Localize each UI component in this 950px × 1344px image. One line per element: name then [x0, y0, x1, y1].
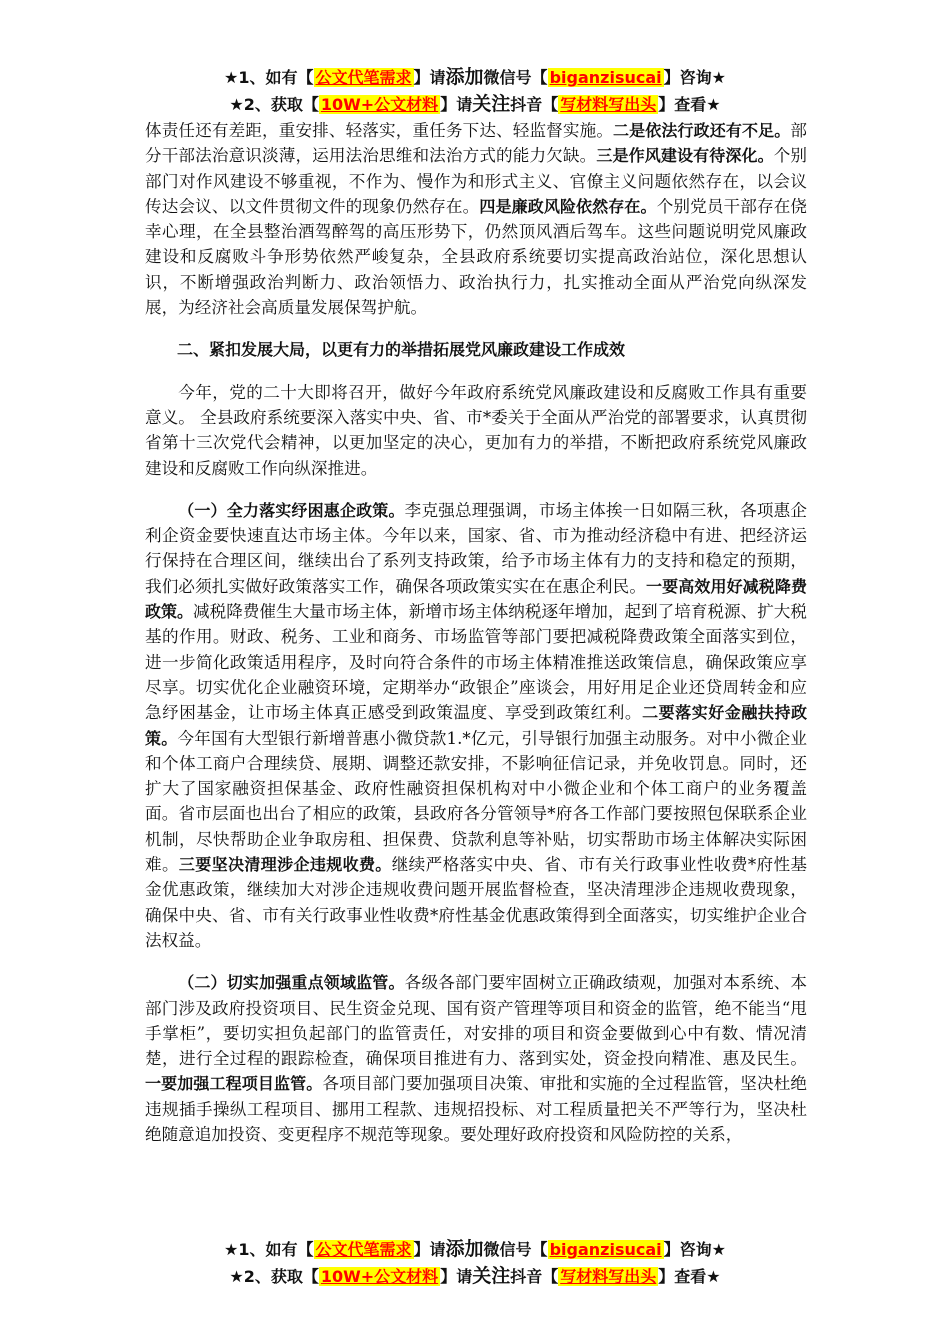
bold-phrase: 四是廉政风险依然存在。 — [479, 196, 657, 216]
highlight-text: 写材料写出头 — [560, 95, 657, 114]
paragraph: （二）切实加强重点领域监管。各级各部门要牢固树立正确政绩观，加强对本系统、本部门涉及政府投资项目、民生资金兑现、国有资产管理等项目和资金的监管，绝不能当“甩手掌柜”，要切实担负起部门的监管责任，对安排的项目和资金要做到心中有数、情况清楚，进行全过程的跟踪检查，确保项目推进有力、落到实处，资金投向精准、惠及民生。一要加强工程项目监管。各项目部门要加强项目决策、审批和实施的全过程监管，坚决杜绝违规插手操纵工程项目、挪用工程款、违规招投标、对工程质量把关不严等行为，坚决杜绝随意追加投资、变更程序不规范等现象。要处理好政府投资和风险防控的关系， — [145, 973, 807, 1144]
highlight-text: 公文代笔需求 — [315, 68, 412, 87]
promo-banner-bottom — [0, 1236, 950, 1290]
promo-banner-top — [0, 64, 950, 118]
bold-phrase: 二要落实好金融扶持政策。 — [145, 703, 807, 748]
highlight-text: 写材料写出头 — [560, 1267, 657, 1286]
highlight-text: 10W+公文材料 — [320, 1267, 439, 1286]
promo-line-1: ★1、如有【 公文代笔需求 】请添加微信号【 biganzisucai 】咨询★ — [224, 66, 726, 88]
promo-line-1: ★1、如有【 公文代笔需求 】请添加微信号【 biganzisucai 】咨询★ — [224, 1238, 726, 1260]
highlight-text: 10W+公文材料 — [320, 95, 439, 114]
bold-phrase: 三是作风建设有待深化。 — [596, 146, 774, 166]
bold-phrase: 一要高效用好减税降费政策。 — [145, 576, 807, 622]
bold-phrase: 一要加强工程项目监管。 — [145, 1074, 323, 1094]
promo-line-2: ★2、获取【 10W+公文材料 】请关注抖音【 写材料写出头 】查看★ — [229, 1265, 721, 1287]
bold-phrase: 二是依法行政还有不足。 — [613, 121, 791, 140]
paragraph: （一）全力落实纾困惠企政策。李克强总理强调，市场主体挨一日如隔三秋，各项惠企利企资金要快速直达市场主体。今年以来，国家、省、市为推动经济稳中有进、把经济运行保持在合理区间，继续出台了系列支持政策，给予市场主体有力的支持和稳定的预期，我们必须扎实做好政策落实工作，确保各项政策实实在在惠企利民。一要高效用好减税降费政策。减税降费催生大量市场主体，新增市场主体纳税逐年增加，起到了培育税源、扩大税基的作用。财政、税务、工业和商务、市场监管等部门要把减税降费政策全面落实到位，进一步简化政策适用程序，及时向符合条件的市场主体精准推送政策信息，确保政策应享尽享。切实优化企业融资环境，定期举办“政银企”座谈会，用好用足企业还贷周转金和应急纾困基金，让市场主体真正感受到政策温度、享受到政策红利。二要落实好金融扶持政策。今年国有大型银行新增普惠小微贷款1.*亿元，引导银行加强主动服务。对中小微企业和个体工商户合理续贷、展期、调整还款安排，不影响征信记录，并免收罚息。同时，还扩大了国家融资担保基金、政府性融资担保机构对中小微企业和个体工商户的业务覆盖面。省市层面也出台了相应的政策，县政府各分管领导*府各工作部门要按照包保联系企业机制，尽快帮助企业争取房租、担保费、贷款利息等补贴，切实帮助市场主体解决实际困难。三要坚决清理涉企违规收费。继续严格落实中央、省、市有关行政事业性收费*府性基金优惠政策，继续加大对涉企违规收费问题开展监督检查，坚决清理涉企违规收费现象，确保中央、省、市有关行政事业性收费*府性基金优惠政策得到全面落实，切实维护企业合法权益。 — [145, 500, 808, 950]
bold-phrase: （一）全力落实纾困惠企政策。 — [178, 500, 405, 520]
section-heading: 二、紧扣发展大局，以更有力的举措拓展党风廉政建设工作成效 — [177, 340, 626, 360]
bold-phrase: （二）切实加强重点领域监管。 — [178, 973, 405, 993]
highlight-text: biganzisucai — [549, 1240, 662, 1259]
paragraph: 今年，党的二十大即将召开，做好今年政府系统党风廉政建设和反腐败工作具有重要意义。 全县政府系统要深入落实中央、省、市*委关于全面从严治党的部署要求，认真贯彻省第十三次党代会精神，以更加坚定的决心，更加有力的举措，不断把政府系统党风廉政建设和反腐败工作向纵深推进。 — [145, 382, 807, 478]
highlight-text: 公文代笔需求 — [315, 1240, 412, 1259]
bold-phrase: 三要坚决清理涉企违规收费。 — [178, 855, 392, 875]
document-body — [145, 118, 807, 1164]
highlight-text: biganzisucai — [549, 68, 662, 87]
promo-line-2: ★2、获取【 10W+公文材料 】请关注抖音【 写材料写出头 】查看★ — [229, 93, 721, 115]
paragraph: 体责任还有差距，重安排、轻落实，重任务下达、轻监督实施。二是依法行政还有不足。部分干部法治意识淡薄，运用法治思维和法治方式的能力欠缺。三是作风建设有待深化。个别部门对作风建设不够重视，不作为、慢作为和形式主义、官僚主义问题依然存在，以会议传达会议、以文件贯彻文件的现象仍然存在。四是廉政风险依然存在。个别党员干部存在侥幸心理，在全县整治酒驾醉驾的高压形势下，仍然顶风酒后驾车。这些问题说明党风廉政建设和反腐败斗争形势依然严峻复杂，全县政府系统要切实提高政治站位，深化思想认识，不断增强政治判断力、政治领悟力、政治执行力，扎实推动全面从严治党向纵深发展，为经济社会高质量发展保驾护航。 — [145, 121, 808, 318]
